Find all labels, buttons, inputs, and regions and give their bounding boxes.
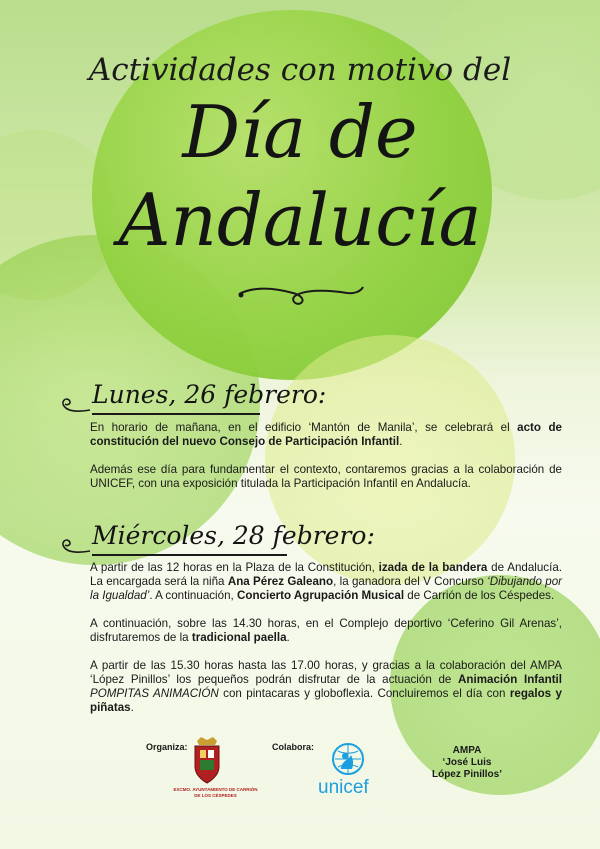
text-segment: . bbox=[130, 701, 134, 714]
unicef-logo-text: unicef bbox=[318, 777, 369, 798]
text-segment: . A continuación, bbox=[149, 589, 237, 602]
text-segment: Además ese día para fundamentar el contexto, contaremos gracias a la colaboración de UNICEF, con una exposición titulada la Participación Infantil en Andalucía. bbox=[90, 463, 562, 490]
text-segment: regalos y piñatas bbox=[90, 687, 562, 714]
text-segment: . bbox=[399, 435, 403, 448]
text-segment: A partir de las 12 horas en la Plaza de la Constitución, bbox=[90, 561, 379, 574]
text-segment: izada de la bandera bbox=[378, 561, 488, 574]
title-line-3: Andalucía bbox=[118, 178, 482, 262]
text-segment: con pintacaras y globoflexia. Concluiremos el día con bbox=[218, 687, 510, 700]
date-underline bbox=[92, 413, 260, 415]
text-segment: de Andalucía. La encargada será la niña bbox=[90, 561, 562, 588]
ayuntamiento-caption: EXCMO. AYUNTAMIENTO DE CARRIÓN DE LOS CÉSPEDES bbox=[173, 787, 258, 798]
organiza-label: Organiza: bbox=[146, 742, 188, 752]
text-segment: A partir de las 15.30 horas hasta las 17.00 horas, y gracias a la colaboración del AMPA ‘López Pinillos’ los pequeños podrán disfrutar de la actuación de bbox=[90, 659, 562, 686]
text-segment: acto de constitución del nuevo Consejo de Participación Infantil bbox=[90, 421, 562, 448]
swirl-icon bbox=[56, 392, 92, 416]
paragraph bbox=[90, 561, 562, 603]
text-segment: . bbox=[286, 631, 290, 644]
ampa-block bbox=[412, 745, 522, 781]
paragraph bbox=[90, 463, 562, 491]
town-crest-icon bbox=[189, 735, 225, 785]
text-segment: Concierto Agrupación Musical bbox=[236, 589, 405, 602]
title-line-2: Día de bbox=[182, 90, 418, 174]
swirl-icon bbox=[56, 533, 92, 557]
text-segment: En horario de mañana, en el edificio ‘Mantón de Manila’, se celebrará el bbox=[90, 421, 518, 434]
date-heading-monday: Lunes, 26 febrero: bbox=[92, 380, 327, 409]
paragraph bbox=[90, 421, 562, 449]
text-segment: , la ganadora del V Concurso bbox=[333, 575, 488, 588]
text-segment: Animación Infantil bbox=[458, 673, 562, 686]
date-underline bbox=[92, 554, 287, 556]
ampa-line: López Pinillos’ bbox=[431, 769, 502, 780]
paragraph bbox=[90, 659, 562, 715]
text-segment: Ana Pérez Galeano bbox=[227, 575, 334, 588]
ampa-line: ‘José Luis bbox=[442, 757, 492, 768]
text-segment: POMPITAS ANIMACIÓN bbox=[90, 687, 219, 700]
text-segment: A continuación, sobre las 14.30 horas, en el Complejo deportivo ‘Ceferino Gil Arenas’, disfrutaremos de la bbox=[90, 617, 562, 644]
text-segment: tradicional paella bbox=[191, 631, 287, 644]
title-line-1: Actividades con motivo del bbox=[88, 52, 512, 88]
flourish-ornament-icon bbox=[235, 278, 370, 308]
ampa-line: AMPA bbox=[452, 745, 482, 756]
unicef-emblem-icon bbox=[330, 741, 366, 777]
colabora-label: Colabora: bbox=[272, 742, 315, 752]
date-heading-wednesday: Miércoles, 28 febrero: bbox=[92, 521, 375, 550]
paragraph bbox=[90, 617, 562, 645]
text-segment: ‘Dibujando por la Igualdad’ bbox=[90, 575, 562, 602]
text-segment: de Carrión de los Céspedes. bbox=[404, 589, 555, 602]
